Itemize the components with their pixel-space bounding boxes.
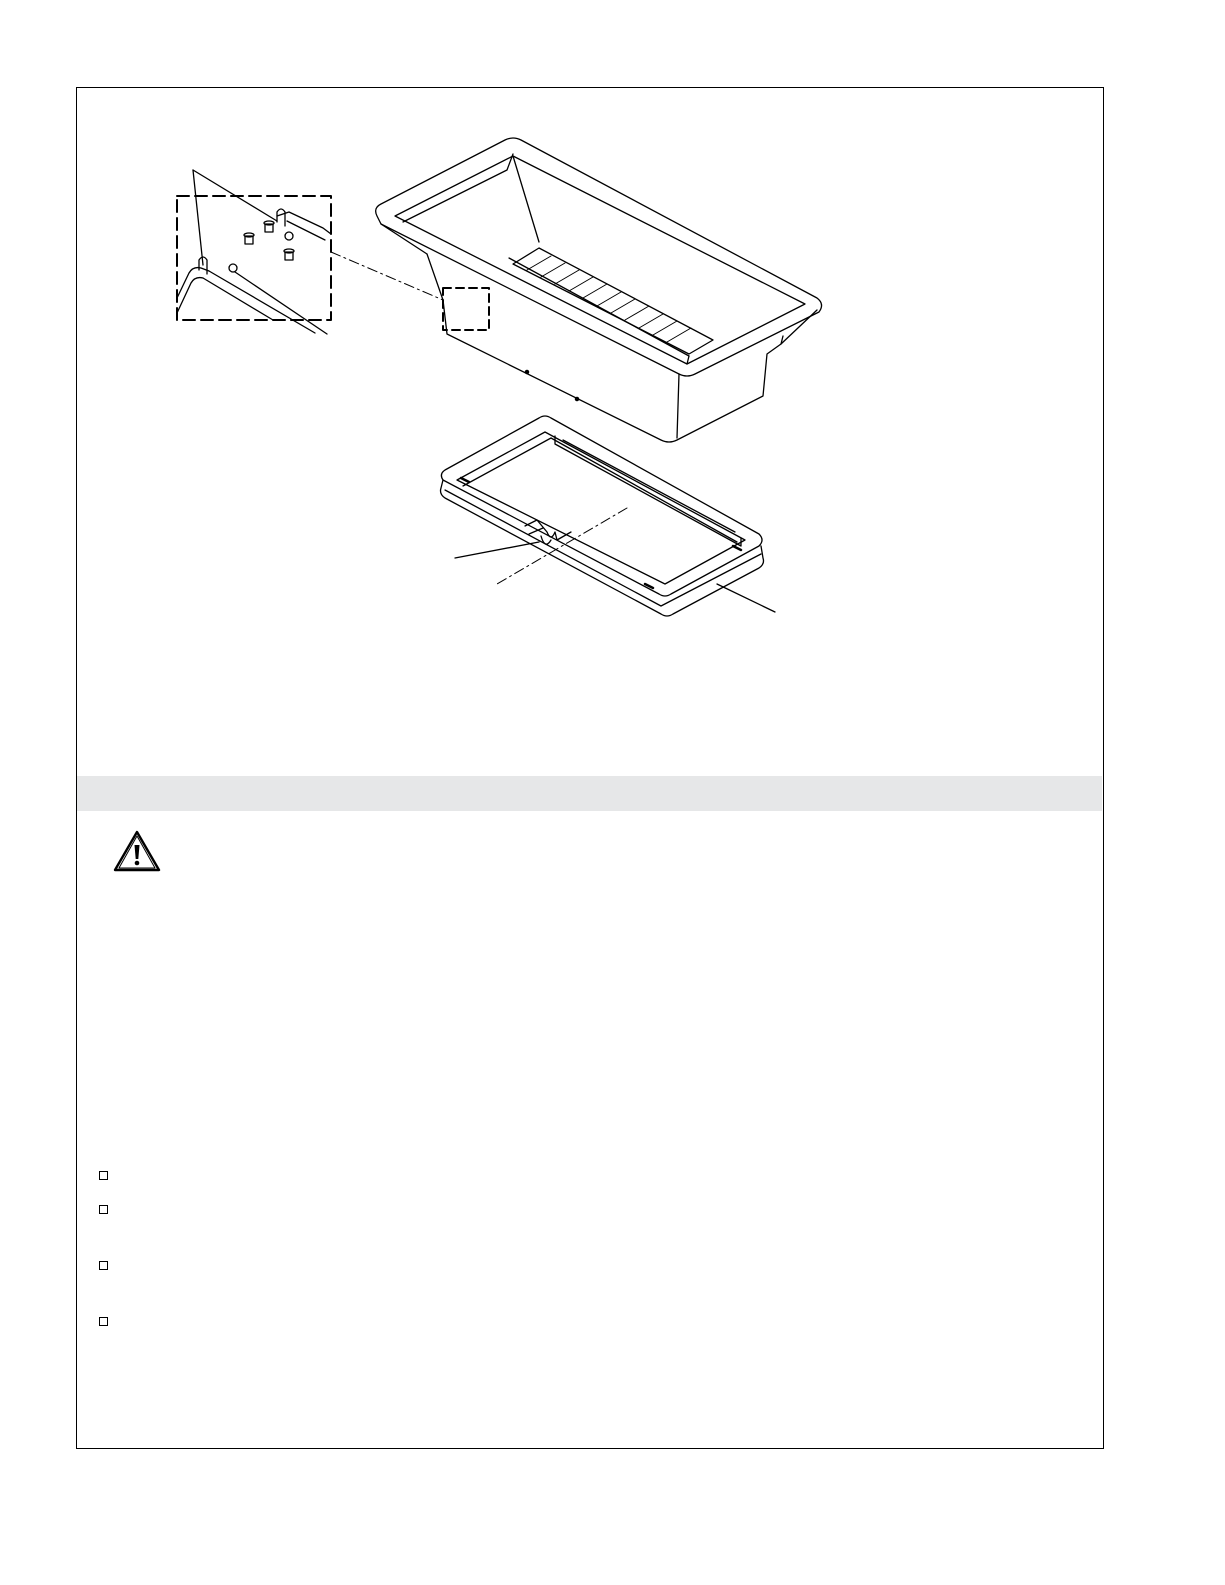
leveling-foot-icons xyxy=(229,221,294,272)
warning-triangle-icon xyxy=(111,828,163,874)
section-header-band xyxy=(77,776,1102,811)
page-frame xyxy=(76,87,1104,1449)
checkbox-square-icon xyxy=(99,1205,108,1214)
checkbox-square-icon xyxy=(99,1317,108,1326)
leveling-base-drawing xyxy=(441,416,776,616)
installation-figure xyxy=(77,88,1103,778)
checkbox-square-icon xyxy=(99,1261,108,1270)
checkbox-square-icon xyxy=(99,1171,108,1180)
detail-callout xyxy=(177,170,489,334)
